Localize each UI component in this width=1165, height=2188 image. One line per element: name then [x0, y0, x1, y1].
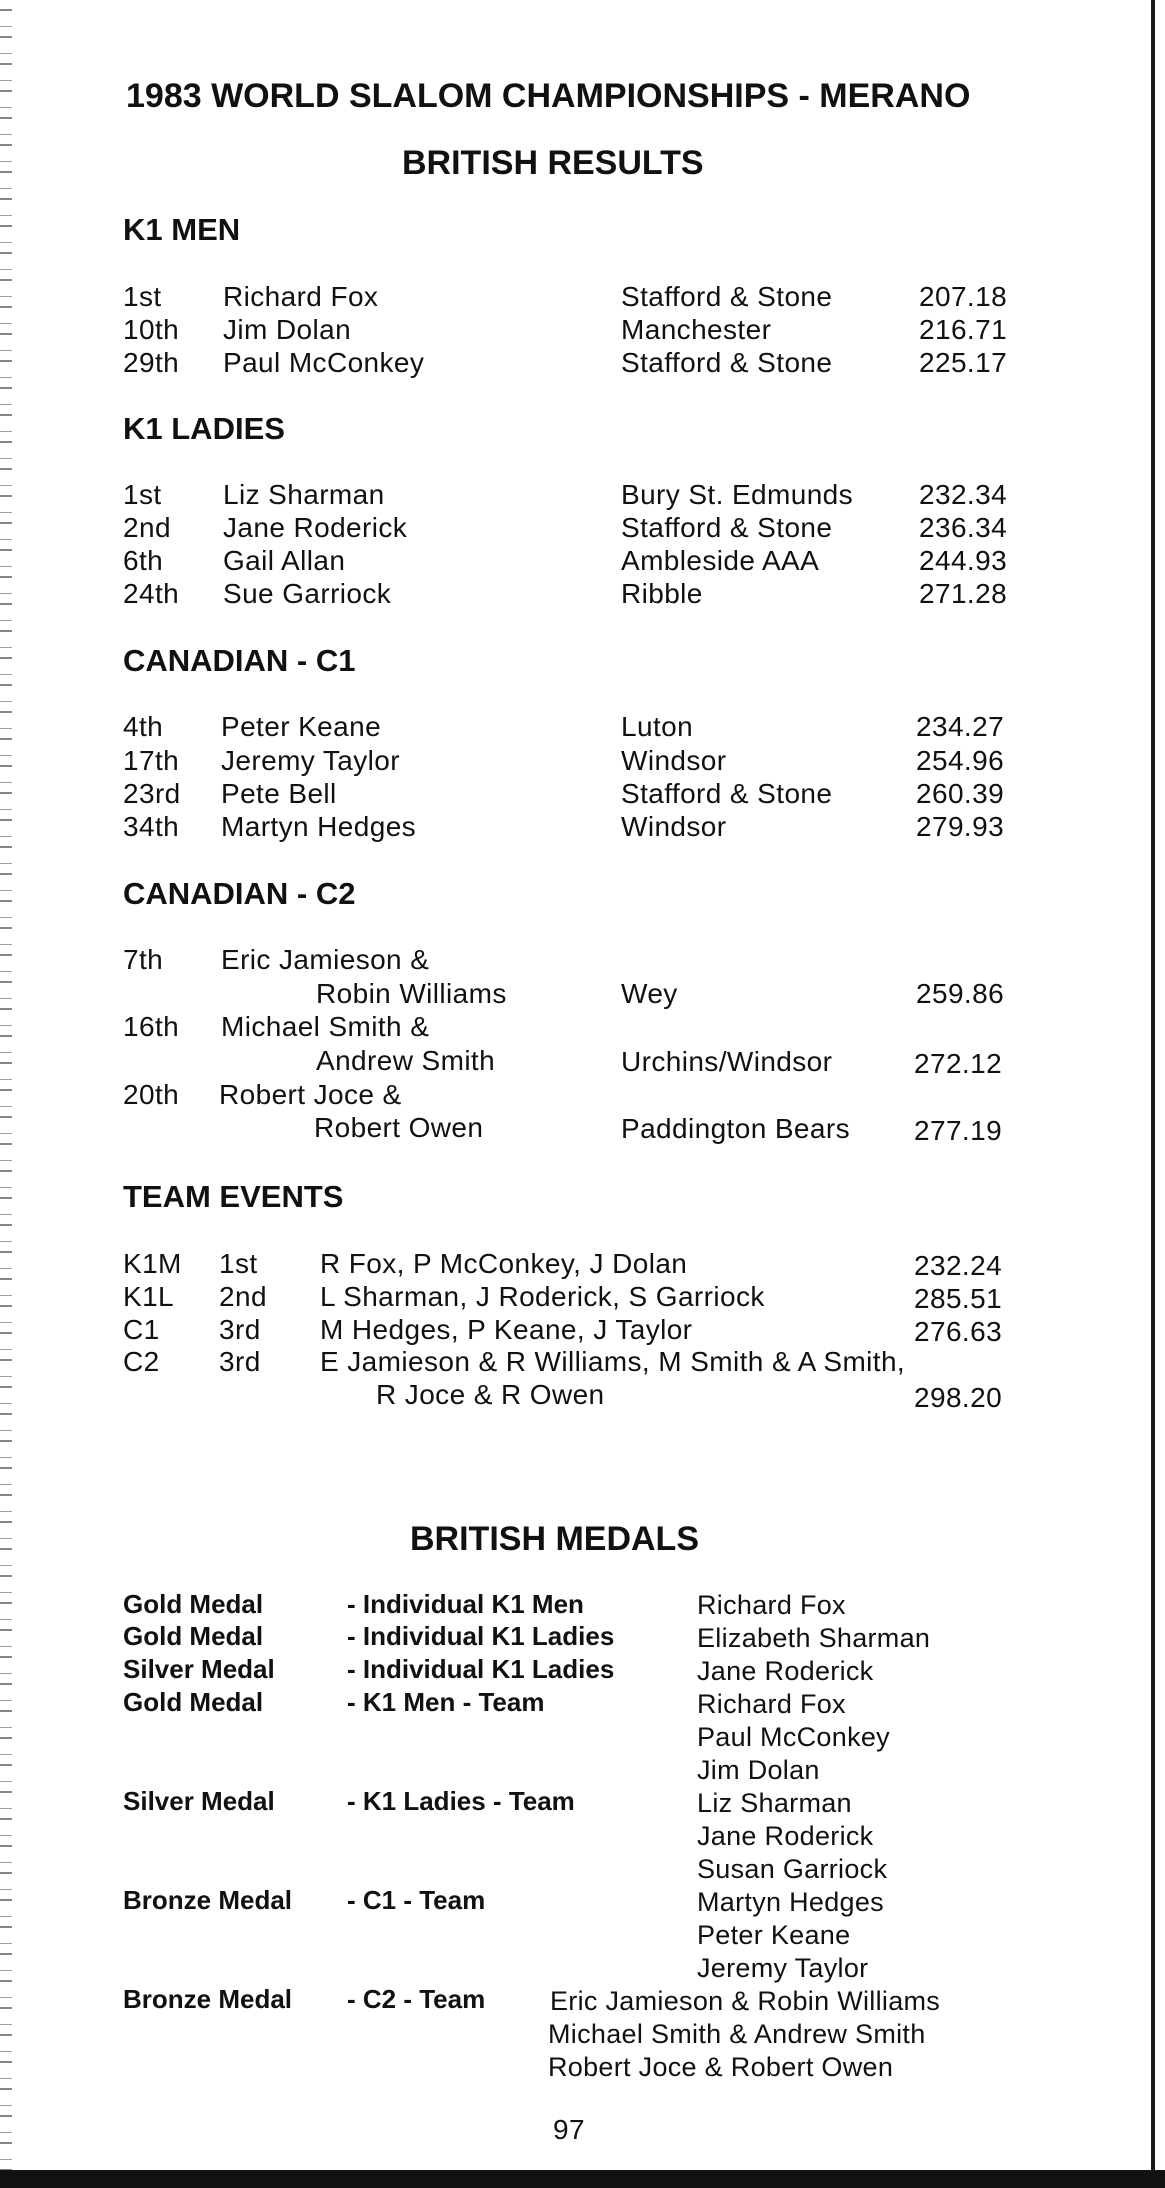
score: 232.24 [914, 1250, 1003, 1281]
event-code: C1 [123, 1314, 160, 1345]
place: 17th [123, 745, 180, 776]
page-title: 1983 WORLD SLALOM CHAMPIONSHIPS - MERANO [126, 77, 971, 115]
medal-winner: Paul McConkey [697, 1722, 890, 1752]
name-line-1: Robert Joce & [219, 1079, 402, 1110]
score: 276.63 [914, 1316, 1003, 1347]
club: Manchester [621, 314, 772, 345]
page-number: 97 [553, 2114, 585, 2145]
name: Martyn Hedges [221, 811, 417, 842]
place: 4th [123, 711, 164, 742]
medal-winner: Jane Roderick [697, 1656, 874, 1686]
name-line-2: Andrew Smith [316, 1045, 496, 1076]
score: 236.34 [919, 512, 1008, 543]
medal-winner: Jeremy Taylor [697, 1953, 869, 1983]
scanned-bottom-border [0, 2170, 1165, 2188]
medal-event: - C1 - Team [347, 1885, 486, 1915]
section-heading-k1-men: K1 MEN [123, 212, 241, 247]
medal-event: - Individual K1 Ladies [347, 1654, 615, 1684]
place: 7th [123, 944, 164, 975]
score: 207.18 [919, 281, 1008, 312]
event-code: K1L [123, 1281, 175, 1312]
medal-winner: Liz Sharman [697, 1788, 852, 1818]
score: 271.28 [919, 578, 1008, 609]
medal-winner: Eric Jamieson & Robin Williams [550, 1986, 941, 2016]
event-code: C2 [123, 1346, 160, 1377]
club: Urchins/Windsor [621, 1046, 833, 1077]
event-code: K1M [123, 1248, 182, 1279]
club: Windsor [621, 745, 727, 776]
name: Paul McConkey [223, 347, 425, 378]
place: 23rd [123, 778, 181, 809]
name: Jane Roderick [223, 512, 408, 543]
medal-winner: Robert Joce & Robert Owen [548, 2052, 894, 2082]
place: 24th [123, 578, 180, 609]
place: 1st [219, 1248, 258, 1279]
club: Wey [621, 978, 678, 1009]
place: 6th [123, 545, 164, 576]
team-members: E Jamieson & R Williams, M Smith & A Smith, [320, 1346, 906, 1377]
medal-winner: Elizabeth Sharman [697, 1623, 931, 1653]
scanned-left-edge [0, 0, 12, 2188]
score: 285.51 [914, 1283, 1003, 1314]
place: 20th [123, 1079, 180, 1110]
score: 260.39 [916, 778, 1005, 809]
place: 10th [123, 314, 180, 345]
score: 234.27 [916, 711, 1005, 742]
medal-type: Gold Medal [123, 1589, 264, 1619]
medal-type: Gold Medal [123, 1621, 264, 1651]
name: Gail Allan [223, 545, 346, 576]
name: Jim Dolan [223, 314, 352, 345]
medal-type: Bronze Medal [123, 1984, 293, 2014]
team-members: M Hedges, P Keane, J Taylor [320, 1314, 693, 1345]
team-members-line-2: R Joce & R Owen [376, 1379, 605, 1410]
name: Jeremy Taylor [221, 745, 400, 776]
section-heading-canadian-c2: CANADIAN - C2 [123, 876, 356, 911]
medal-winner: Jane Roderick [697, 1821, 874, 1851]
medal-event: - K1 Ladies - Team [347, 1786, 575, 1816]
score: 279.93 [916, 811, 1005, 842]
score: 254.96 [916, 745, 1005, 776]
score: 216.71 [919, 314, 1008, 345]
medal-winner: Richard Fox [697, 1590, 846, 1620]
score: 259.86 [916, 978, 1005, 1009]
club: Paddington Bears [621, 1113, 851, 1144]
place: 29th [123, 347, 180, 378]
score: 272.12 [914, 1048, 1003, 1079]
medal-winner: Peter Keane [697, 1920, 851, 1950]
medal-event: - Individual K1 Ladies [347, 1621, 615, 1651]
score: 298.20 [914, 1382, 1003, 1413]
name: Sue Garriock [223, 578, 392, 609]
place: 3rd [219, 1346, 261, 1377]
club: Ribble [621, 578, 703, 609]
club: Windsor [621, 811, 727, 842]
score: 232.34 [919, 479, 1008, 510]
section-heading-canadian-c1: CANADIAN - C1 [123, 643, 356, 678]
section-heading-team-events: TEAM EVENTS [123, 1179, 344, 1214]
medal-type: Silver Medal [123, 1654, 275, 1684]
medal-winner: Michael Smith & Andrew Smith [548, 2019, 926, 2049]
club: Stafford & Stone [621, 347, 833, 378]
medal-type: Gold Medal [123, 1687, 264, 1717]
medal-event: - C2 - Team [347, 1984, 486, 2014]
place: 16th [123, 1011, 180, 1042]
score: 225.17 [919, 347, 1008, 378]
team-members: L Sharman, J Roderick, S Garriock [320, 1281, 765, 1312]
place: 3rd [219, 1314, 261, 1345]
score: 277.19 [914, 1115, 1003, 1146]
medal-winner: Jim Dolan [697, 1755, 820, 1785]
medal-type: Silver Medal [123, 1786, 275, 1816]
medal-event: - K1 Men - Team [347, 1687, 545, 1717]
club: Ambleside AAA [621, 545, 820, 576]
medal-winner: Martyn Hedges [697, 1887, 884, 1917]
club: Bury St. Edmunds [621, 479, 854, 510]
name-line-1: Eric Jamieson & [221, 944, 430, 975]
team-members: R Fox, P McConkey, J Dolan [320, 1248, 688, 1279]
name: Liz Sharman [223, 479, 385, 510]
name: Peter Keane [221, 711, 382, 742]
section-heading-k1-ladies: K1 LADIES [123, 411, 285, 446]
name-line-2: Robin Williams [316, 978, 507, 1009]
place: 2nd [123, 512, 171, 543]
place: 1st [123, 479, 162, 510]
club: Luton [621, 711, 694, 742]
page-subtitle: BRITISH RESULTS [402, 144, 704, 182]
medals-heading: BRITISH MEDALS [410, 1520, 699, 1558]
medal-winner: Susan Garriock [697, 1854, 888, 1884]
medal-winner: Richard Fox [697, 1689, 846, 1719]
place: 2nd [219, 1281, 267, 1312]
medal-event: - Individual K1 Men [347, 1589, 584, 1619]
name-line-1: Michael Smith & [221, 1011, 430, 1042]
place: 1st [123, 281, 162, 312]
club: Stafford & Stone [621, 281, 833, 312]
name: Richard Fox [223, 281, 379, 312]
club: Stafford & Stone [621, 512, 833, 543]
score: 244.93 [919, 545, 1008, 576]
club: Stafford & Stone [621, 778, 833, 809]
place: 34th [123, 811, 180, 842]
name: Pete Bell [221, 778, 337, 809]
name-line-2: Robert Owen [314, 1112, 484, 1143]
scanned-right-border [1151, 0, 1155, 2188]
medal-type: Bronze Medal [123, 1885, 293, 1915]
